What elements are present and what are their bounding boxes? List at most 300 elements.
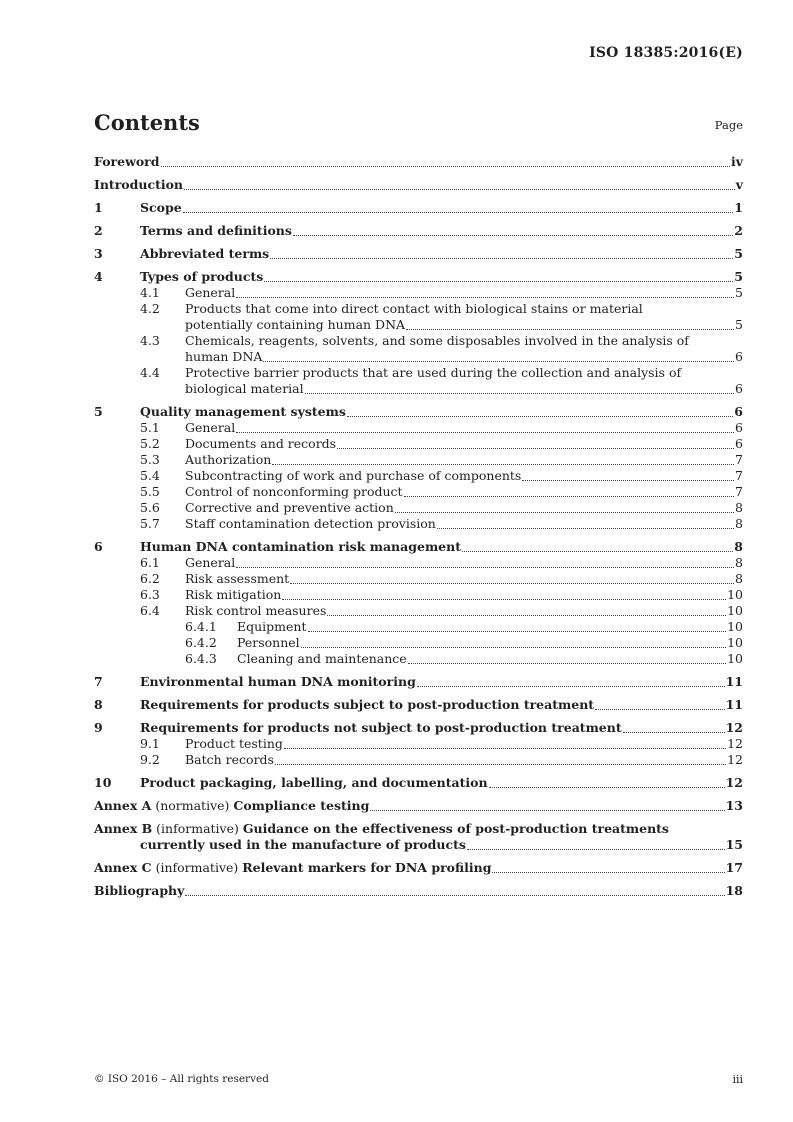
toc-entry[interactable] [94, 555, 743, 571]
toc-entry-title-continued: currently used in the manufacture of products [140, 837, 466, 852]
toc-entry-label [185, 420, 235, 436]
page-title: Contents [94, 110, 200, 135]
toc-entry-label [237, 651, 407, 667]
toc-entry-line [94, 837, 743, 853]
toc-entry-title: Risk mitigation [185, 587, 282, 602]
toc-entry-number: 3 [94, 246, 103, 261]
toc-entry-number: 1 [94, 200, 103, 215]
toc-entry-text [185, 349, 735, 365]
toc-entry-title: General [185, 420, 236, 435]
toc-entry-number: 5.4 [140, 468, 160, 483]
toc-entry-line [94, 452, 743, 468]
toc-entry-label [94, 798, 369, 814]
document-id: ISO 18385:2016(E) [589, 45, 743, 61]
dot-leader [467, 848, 725, 850]
toc-page-number: 8 [735, 555, 743, 570]
toc-page-number: 2 [734, 223, 743, 238]
dot-leader [290, 582, 734, 584]
toc-page-number: 15 [725, 837, 743, 852]
toc-page-number: 10 [727, 619, 743, 634]
toc-entry-number: 10 [94, 775, 112, 790]
toc-entry-line [94, 436, 743, 452]
toc-entry-title: Products that come into direct contact with biological stains or material [185, 301, 643, 316]
toc-entry-text [185, 516, 735, 532]
toc-annex-type: (informative) [151, 860, 243, 875]
toc-entry[interactable] [94, 720, 743, 736]
toc-entry-text [185, 365, 743, 381]
toc-entry-text [185, 285, 735, 301]
toc-entry-text [185, 420, 735, 436]
toc-entry-number: 6.4.1 [185, 619, 217, 634]
page-column-label: Page [714, 118, 743, 132]
toc-entry-line [94, 674, 743, 690]
toc-entry-text [185, 752, 727, 768]
toc-entry-label [185, 452, 271, 468]
toc-page-number: 8 [735, 516, 743, 531]
toc-entry-label [140, 697, 594, 713]
toc-entry-title: Product testing [185, 736, 283, 751]
toc-entry-number: 6 [94, 539, 103, 554]
toc-page-number: 10 [727, 603, 743, 618]
dot-leader [264, 280, 733, 282]
toc-entry-line [94, 736, 743, 752]
toc-entry[interactable] [94, 651, 743, 667]
toc-entry-title: Relevant markers for DNA profiling [242, 860, 492, 875]
toc-entry-line [94, 635, 743, 651]
toc-entry[interactable] [94, 571, 743, 587]
toc-entry-text [237, 651, 727, 667]
toc-entry-label [140, 720, 622, 736]
toc-entry-text [185, 571, 735, 587]
toc-page-number: 8 [735, 571, 743, 586]
toc-entry-label [237, 635, 300, 651]
toc-entry-title: General [185, 285, 236, 300]
toc-entry-title: Types of products [140, 269, 264, 284]
toc-entry-label [237, 619, 307, 635]
toc-entry-line [94, 720, 743, 736]
toc-page-number: 17 [725, 860, 743, 875]
toc-entry[interactable] [94, 420, 743, 436]
toc-page-number: 7 [735, 468, 743, 483]
toc-entry-text [185, 500, 735, 516]
dot-leader [489, 786, 725, 788]
toc-entry-line [94, 177, 743, 193]
toc-entry-text [140, 200, 734, 216]
toc-entry-title: Environmental human DNA monitoring [140, 674, 416, 689]
toc-annex-type: (normative) [151, 798, 234, 813]
toc-entry-line [94, 349, 743, 365]
toc-page-number: 7 [735, 484, 743, 499]
toc-entry-text [140, 404, 734, 420]
toc-page-number: 5 [735, 317, 743, 332]
toc-entry-text [140, 539, 734, 555]
dot-leader [275, 763, 726, 765]
toc-entry-label [185, 500, 394, 516]
toc-entry-line [94, 420, 743, 436]
toc-entry-number: 5.6 [140, 500, 160, 515]
toc-entry-line [94, 619, 743, 635]
toc-entry-line [94, 223, 743, 239]
toc-entry-line [94, 468, 743, 484]
toc-entry[interactable] [94, 452, 743, 468]
toc-entry-number: 4.4 [140, 365, 160, 380]
toc-entry-number: 6.2 [140, 571, 160, 586]
toc-entry-title: Authorization [185, 452, 272, 467]
toc-entry-line [94, 246, 743, 262]
toc-entry-title: Batch records [185, 752, 274, 767]
toc-entry-label [185, 516, 436, 532]
dot-leader [282, 598, 726, 600]
toc-entry-line [94, 333, 743, 349]
toc-entry-line [94, 883, 743, 899]
toc-entry-line [94, 317, 743, 333]
toc-entry-title: Control of nonconforming product [185, 484, 403, 499]
toc-entry-number: 6.4 [140, 603, 160, 618]
toc-entry-number: 4.1 [140, 285, 160, 300]
toc-entry-number: 5.7 [140, 516, 160, 531]
toc-page-number: 1 [734, 200, 743, 215]
toc-entry-number: 6.3 [140, 587, 160, 602]
toc-entry-label [185, 468, 521, 484]
toc-page-number: 6 [735, 349, 743, 364]
toc-entry-line [94, 752, 743, 768]
toc-entry[interactable] [94, 177, 743, 193]
toc-entry-label [94, 860, 491, 876]
toc-entry-title: Chemicals, reagents, solvents, and some disposables involved in the analysis of [185, 333, 689, 348]
toc-entry-text [140, 223, 734, 239]
toc-entry-text [94, 883, 726, 899]
toc-page-number: 10 [727, 651, 743, 666]
toc-entry[interactable] [94, 223, 743, 239]
toc-entry-title: Risk control measures [185, 603, 327, 618]
toc-entry-text [94, 177, 736, 193]
toc-entry-label [185, 436, 336, 452]
dot-leader [185, 894, 724, 896]
toc-entry[interactable] [94, 301, 743, 333]
toc-page-number: iv [730, 154, 743, 169]
toc-entry-label [140, 674, 416, 690]
toc-entry-line [94, 404, 743, 420]
toc-entry-title: Documents and records [185, 436, 337, 451]
toc-page-number: 10 [727, 587, 743, 602]
toc-entry-title: Requirements for products not subject to post-production treatment [140, 720, 622, 735]
toc-entry-line [94, 697, 743, 713]
toc-entry-line [94, 269, 743, 285]
toc-entry-line [94, 301, 743, 317]
toc-entry[interactable] [94, 860, 743, 876]
toc-entry-label [185, 571, 289, 587]
toc-entry-label [140, 775, 488, 791]
toc-entry-text [237, 635, 727, 651]
toc-entry[interactable] [94, 516, 743, 532]
toc-entry[interactable] [94, 883, 743, 899]
toc-entry[interactable] [94, 775, 743, 791]
toc-page-number: 6 [734, 404, 743, 419]
toc-entry-line [94, 651, 743, 667]
toc-entry-text [185, 436, 735, 452]
toc-entry-text [94, 860, 726, 876]
toc-entry-line [94, 587, 743, 603]
toc-page-number: 13 [725, 798, 743, 813]
dot-leader [272, 463, 734, 465]
toc-page-number: 6 [735, 381, 743, 396]
toc-entry-text [185, 603, 727, 619]
toc-entry[interactable] [94, 436, 743, 452]
toc-page-number: 12 [727, 752, 743, 767]
toc-entry-text [140, 674, 726, 690]
toc-entry-text [185, 555, 735, 571]
toc-page-number: 6 [735, 420, 743, 435]
toc-entry-title: General [185, 555, 236, 570]
toc-entry-label [140, 246, 269, 262]
toc-entry-number: 2 [94, 223, 103, 238]
toc-page-number: 5 [735, 285, 743, 300]
toc-entry-title: Quality management systems [140, 404, 346, 419]
toc-entry-title: Guidance on the effectiveness of post-production treatments [242, 821, 669, 836]
toc-entry-label [185, 484, 403, 500]
dot-leader [437, 527, 734, 529]
dot-leader [308, 630, 727, 632]
toc-entry[interactable] [94, 736, 743, 752]
toc-entry-text [94, 798, 726, 814]
toc-entry-text [185, 333, 743, 349]
toc-page-number: 12 [727, 736, 743, 751]
toc-entry-label [185, 603, 326, 619]
dot-leader [236, 296, 734, 298]
toc-entry-number: 6.1 [140, 555, 160, 570]
toc-entry-number: 5.5 [140, 484, 160, 499]
toc-entry-title: Foreword [94, 154, 160, 169]
toc-entry[interactable] [94, 697, 743, 713]
toc-entry-text [185, 587, 727, 603]
toc-page-number: 12 [725, 720, 743, 735]
toc-entry[interactable] [94, 200, 743, 216]
toc-entry-label [185, 587, 281, 603]
toc-entry-title: Human DNA contamination risk management [140, 539, 461, 554]
toc-entry-title: Cleaning and maintenance [237, 651, 407, 666]
toc-entry-label [140, 200, 182, 216]
toc-entry-label [94, 883, 184, 899]
toc-page-number: 11 [725, 697, 743, 712]
dot-leader [404, 495, 734, 497]
toc-entry-text [94, 821, 743, 837]
dot-leader [236, 566, 734, 568]
toc-entry-line [94, 821, 743, 837]
dot-leader [347, 415, 733, 417]
toc-page-number: v [735, 177, 743, 192]
toc-entry-title: Protective barrier products that are used during the collection and analysis of [185, 365, 682, 380]
toc-entry-title: Compliance testing [233, 798, 370, 813]
toc-entry-line [94, 571, 743, 587]
dot-leader [408, 662, 726, 664]
toc-entry[interactable] [94, 285, 743, 301]
toc-page-number: 5 [734, 246, 743, 261]
toc-entry[interactable] [94, 587, 743, 603]
toc-entry-title-continued: potentially containing human DNA [185, 317, 406, 332]
dot-leader [406, 328, 734, 330]
toc-entry-text [185, 381, 735, 397]
toc-entry-number: 4.3 [140, 333, 160, 348]
toc-page-number: 18 [725, 883, 743, 898]
toc-entry-number: 5.2 [140, 436, 160, 451]
toc-entry[interactable] [94, 365, 743, 397]
dot-leader [623, 731, 725, 733]
toc-entry-title: Scope [140, 200, 182, 215]
toc-entry-text [185, 317, 735, 333]
toc-entry[interactable] [94, 674, 743, 690]
toc-entry-number: 9.1 [140, 736, 160, 751]
toc-entry-text [140, 720, 726, 736]
toc-entry[interactable] [94, 246, 743, 262]
toc-entry[interactable] [94, 539, 743, 555]
toc-entry[interactable] [94, 468, 743, 484]
toc-entry-label [94, 154, 160, 170]
toc-entry[interactable] [94, 798, 743, 814]
dot-leader [305, 392, 734, 394]
toc-entry-title-continued: biological material [185, 381, 304, 396]
toc-entry[interactable] [94, 154, 743, 170]
toc-entry-text [185, 736, 727, 752]
toc-entry-text [140, 269, 734, 285]
toc-entry[interactable] [94, 821, 743, 853]
copyright-notice: © ISO 2016 – All rights reserved [94, 1073, 269, 1085]
toc-entry-number: 5.1 [140, 420, 160, 435]
toc-entry-number: 8 [94, 697, 103, 712]
dot-leader [270, 257, 733, 259]
toc-entry[interactable] [94, 269, 743, 285]
toc-page-number: 11 [725, 674, 743, 689]
toc-entry-line [94, 381, 743, 397]
toc-entry-title: Personnel [237, 635, 300, 650]
dot-leader [492, 871, 724, 873]
toc-entry-number: 5 [94, 404, 103, 419]
toc-annex-prefix: Annex B [94, 821, 153, 836]
toc-entry-line [94, 516, 743, 532]
toc-entry[interactable] [94, 619, 743, 635]
toc-entry-line [94, 200, 743, 216]
dot-leader [395, 511, 734, 513]
toc-page-number: 8 [734, 539, 743, 554]
toc-entry-title: Risk assessment [185, 571, 290, 586]
toc-entry-number: 6.4.3 [185, 651, 217, 666]
toc-entry-title: Equipment [237, 619, 307, 634]
toc-entry[interactable] [94, 500, 743, 516]
toc-page-number: 7 [735, 452, 743, 467]
toc-entry-title: Bibliography [94, 883, 185, 898]
toc-entry-title: Staff contamination detection provision [185, 516, 436, 531]
dot-leader [337, 447, 734, 449]
toc-entry-text [185, 484, 735, 500]
dot-leader [462, 550, 733, 552]
dot-leader [236, 431, 734, 433]
toc-entry-label [94, 177, 183, 193]
toc-entry-text [140, 837, 726, 853]
toc-entry-text [185, 301, 743, 317]
toc-annex-prefix: Annex A [94, 798, 152, 813]
toc-annex-type: (informative) [152, 821, 243, 836]
toc-entry-title: Subcontracting of work and purchase of components [185, 468, 522, 483]
toc-entry-title-continued: human DNA [185, 349, 263, 364]
toc-entry-label [140, 223, 292, 239]
toc-entry-title: Abbreviated terms [140, 246, 270, 261]
toc-entry-line [94, 500, 743, 516]
toc-annex-prefix: Annex C [94, 860, 152, 875]
toc-page-number: 6 [735, 436, 743, 451]
toc-entry-line [94, 154, 743, 170]
toc-page-number: 10 [727, 635, 743, 650]
toc-entry-text [185, 452, 735, 468]
toc-entry[interactable] [94, 635, 743, 651]
toc-entry-label [185, 736, 283, 752]
dot-leader [417, 685, 725, 687]
table-of-contents [94, 154, 743, 899]
toc-entry-line [94, 860, 743, 876]
toc-page-number: 12 [725, 775, 743, 790]
dot-leader [293, 234, 733, 236]
dot-leader [595, 708, 725, 710]
dot-leader [327, 614, 726, 616]
dot-leader [284, 747, 726, 749]
toc-entry-number: 6.4.2 [185, 635, 217, 650]
toc-entry-title: Requirements for products subject to post-production treatment [140, 697, 595, 712]
toc-entry-title: Corrective and preventive action [185, 500, 394, 515]
toc-entry[interactable] [94, 333, 743, 365]
toc-entry-text [140, 246, 734, 262]
toc-entry-number: 4.2 [140, 301, 160, 316]
toc-entry-label [185, 285, 235, 301]
page-number: iii [732, 1073, 743, 1086]
toc-page-number: 8 [735, 500, 743, 515]
dot-leader [183, 211, 734, 213]
toc-entry-line [94, 539, 743, 555]
toc-entry-line [94, 365, 743, 381]
toc-entry-label [185, 752, 274, 768]
toc-entry-number: 9 [94, 720, 103, 735]
toc-entry-number: 9.2 [140, 752, 160, 767]
toc-entry-label [140, 269, 263, 285]
toc-entry-text [237, 619, 727, 635]
toc-entry-text [140, 775, 726, 791]
dot-leader [370, 809, 724, 811]
toc-entry[interactable] [94, 752, 743, 768]
toc-entry-title: Product packaging, labelling, and documentation [140, 775, 488, 790]
dot-leader [522, 479, 734, 481]
toc-entry-line [94, 555, 743, 571]
toc-entry-line [94, 603, 743, 619]
toc-entry-line [94, 484, 743, 500]
toc-entry[interactable] [94, 603, 743, 619]
toc-entry-number: 7 [94, 674, 103, 689]
toc-entry-label [140, 539, 461, 555]
toc-entry-text [94, 154, 731, 170]
toc-entry-text [140, 697, 726, 713]
toc-entry-line [94, 285, 743, 301]
toc-entry-text [185, 468, 735, 484]
toc-entry[interactable] [94, 404, 743, 420]
toc-entry-title: Introduction [94, 177, 184, 192]
toc-entry-label [185, 555, 235, 571]
toc-entry-title: Terms and definitions [140, 223, 292, 238]
toc-entry-number: 4 [94, 269, 103, 284]
toc-entry-line [94, 775, 743, 791]
dot-leader [301, 646, 726, 648]
toc-entry-line [94, 798, 743, 814]
toc-page-number: 5 [734, 269, 743, 284]
dot-leader [161, 165, 730, 167]
toc-entry[interactable] [94, 484, 743, 500]
toc-entry-number: 5.3 [140, 452, 160, 467]
dot-leader [263, 360, 734, 362]
